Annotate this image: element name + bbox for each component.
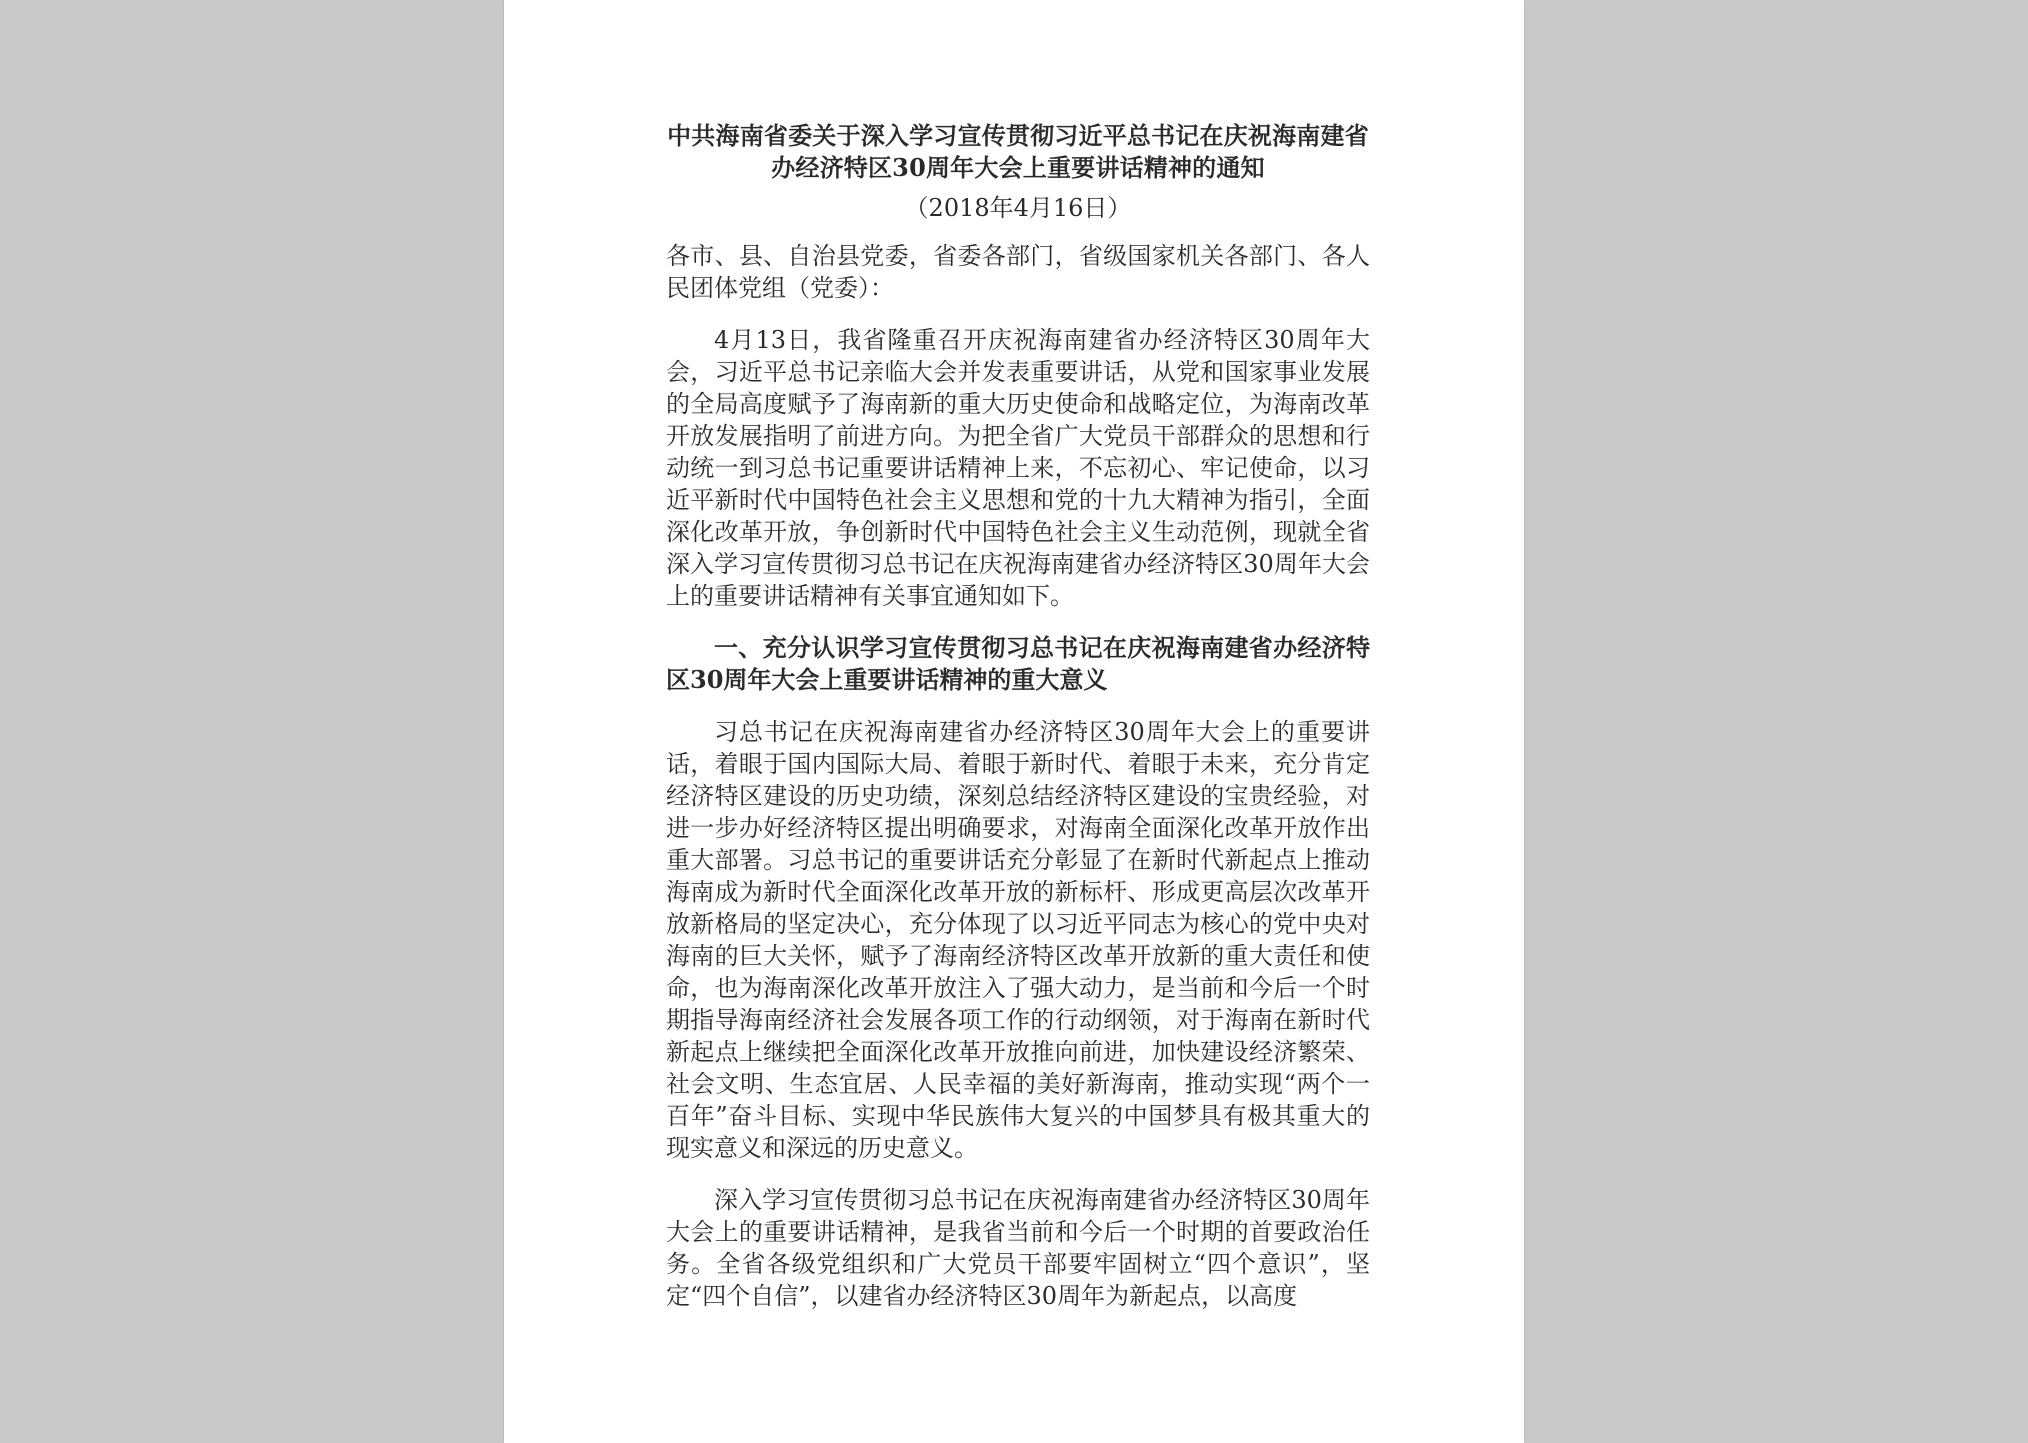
paragraph-1: 4月13日，我省隆重召开庆祝海南建省办经济特区30周年大会，习近平总书记亲临大会并发表重要讲话，从党和国家事业发展的全局高度赋予了海南新的重大历史使命和战略定位，为海南改革开放发展指明了前进方向。为把全省广大党员干部群众的思想和行动统一到习总书记重要讲话精神上来，不忘初心、牢记使命，以习近平新时代中国特色社会主义思想和党的十九大精神为指引，全面深化改革开放，争创新时代中国特色社会主义生动范例，现就全省深入学习宣传贯彻习总书记在庆祝海南建省办经济特区30周年大会上的重要讲话精神有关事宜通知如下。 — [666, 326, 1370, 610]
section-1-heading: 一、充分认识学习宣传贯彻习总书记在庆祝海南建省办经济特区30周年大会上重要讲话精神的重大意义 — [666, 633, 1370, 694]
paragraph-2: 习总书记在庆祝海南建省办经济特区30周年大会上的重要讲话，着眼于国内国际大局、着眼于新时代、着眼于未来，充分肯定经济特区建设的历史功绩，深刻总结经济特区建设的宝贵经验，对进一步办好经济特区提出明确要求，对海南全面深化改革开放作出重大部署。习总书记的重要讲话充分彰显了在新时代新起点上推动海南成为新时代全面深化改革开放的新标杆、形成更高层次改革开放新格局的坚定决心，充分体现了以习近平同志为核心的党中央对海南的巨大关怀，赋予了海南经济特区改革开放新的重大责任和使命，也为海南深化改革开放注入了强大动力，是当前和今后一个时期指导海南经济社会发展各项工作的行动纲领，对于海南在新时代新起点上继续把全面深化改革开放推向前进，加快建设经济繁荣、社会文明、生态宜居、人民幸福的美好新海南，推动实现“两个一百年”奋斗目标、实现中华民族伟大复兴的中国梦具有极其重大的现实意义和深远的历史意义。 — [666, 718, 1370, 1162]
document-title-line1: 中共海南省委关于深入学习宣传贯彻习近平总书记在庆祝海南建省 — [667, 121, 1369, 150]
document-addressee: 各市、县、自治县党委，省委各部门，省级国家机关各部门、各人民团体党组（党委）： — [666, 242, 1370, 302]
document-page — [504, 0, 1524, 1443]
document-title — [666, 120, 1370, 184]
paragraph-3: 深入学习宣传贯彻习总书记在庆祝海南建省办经济特区30周年大会上的重要讲话精神，是我省当前和今后一个时期的首要政治任务。全省各级党组织和广大党员干部要牢固树立“四个意识”，坚定“四个自信”，以建省办经济特区30周年为新起点，以高度 — [666, 1186, 1370, 1310]
document-body — [666, 120, 1370, 1312]
document-title-line2: 办经济特区30周年大会上重要讲话精神的通知 — [771, 153, 1265, 182]
document-date: （2018年4月16日） — [904, 194, 1132, 222]
